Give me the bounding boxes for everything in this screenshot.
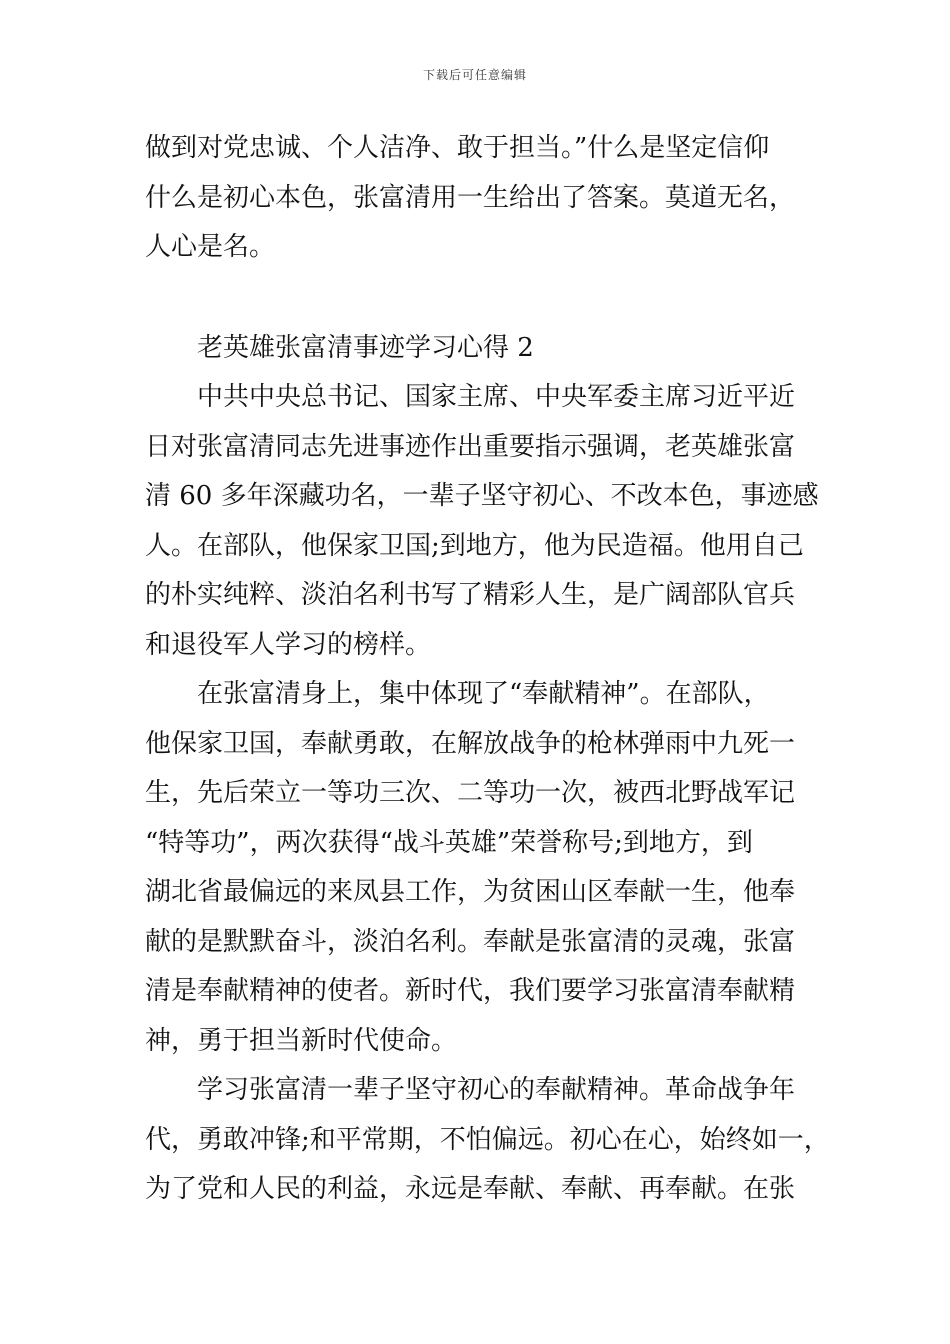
text-line: 人心是名。 [145, 232, 276, 262]
text-line: 什么是初心本色，张富清用一生给出了答案。莫道无名， [145, 182, 796, 213]
text-line: 和退役军人学习的榜样。 [145, 629, 432, 660]
document-body [145, 124, 830, 1215]
text-line: 清 60 多年深藏功名，一辈子坚守初心、不改本色，事迹感 [145, 481, 819, 511]
page-header-note: 下载后可任意编辑 [422, 68, 527, 82]
text-line: “特等功”，两次获得“战斗英雄”荣誉称号;到地方，到 [145, 827, 753, 858]
text-line: 代，勇敢冲锋;和平常期，不怕偏远。初心在心，始终如一， [145, 1124, 830, 1155]
section-gap [145, 273, 815, 324]
text-line: 湖北省最偏远的来凤县工作，为贫困山区奉献一生，他奉 [145, 877, 796, 907]
text-line: 神，勇于担当新时代使命。 [145, 1025, 458, 1056]
text-line: 献的是默默奋斗，淡泊名利。奉献是张富清的灵魂，张富 [145, 926, 796, 957]
text-line: 生，先后荣立一等功三次、二等功一次，被西北野战军记 [145, 778, 796, 808]
text-line: 做到对党忠诚、个人洁净、敢于担当。”什么是坚定信仰 [145, 133, 770, 163]
text-line: 人。在部队，他保家卫国;到地方，他为民造福。他用自己 [145, 530, 804, 561]
text-line: 他保家卫国，奉献勇敢，在解放战争的枪林弹雨中九死一 [145, 728, 796, 759]
text-line: 日对张富清同志先进事迹作出重要指示强调，老英雄张富 [145, 431, 796, 462]
section-title: 老英雄张富清事迹学习心得 2 [197, 332, 534, 363]
text-line: 学习张富清一辈子坚守初心的奉献精神。革命战争年 [197, 1075, 796, 1105]
text-line: 清是奉献精神的使者。新时代，我们要学习张富清奉献精 [145, 976, 796, 1006]
text-line: 为了党和人民的利益，永远是奉献、奉献、再奉献。在张 [145, 1174, 796, 1204]
text-line: 在张富清身上，集中体现了“奉献精神”。在部队， [197, 679, 770, 709]
text-line: 中共中央总书记、国家主席、中央军委主席习近平近 [197, 382, 796, 412]
text-line: 的朴实纯粹、淡泊名利书写了精彩人生，是广阔部队官兵 [145, 580, 796, 610]
